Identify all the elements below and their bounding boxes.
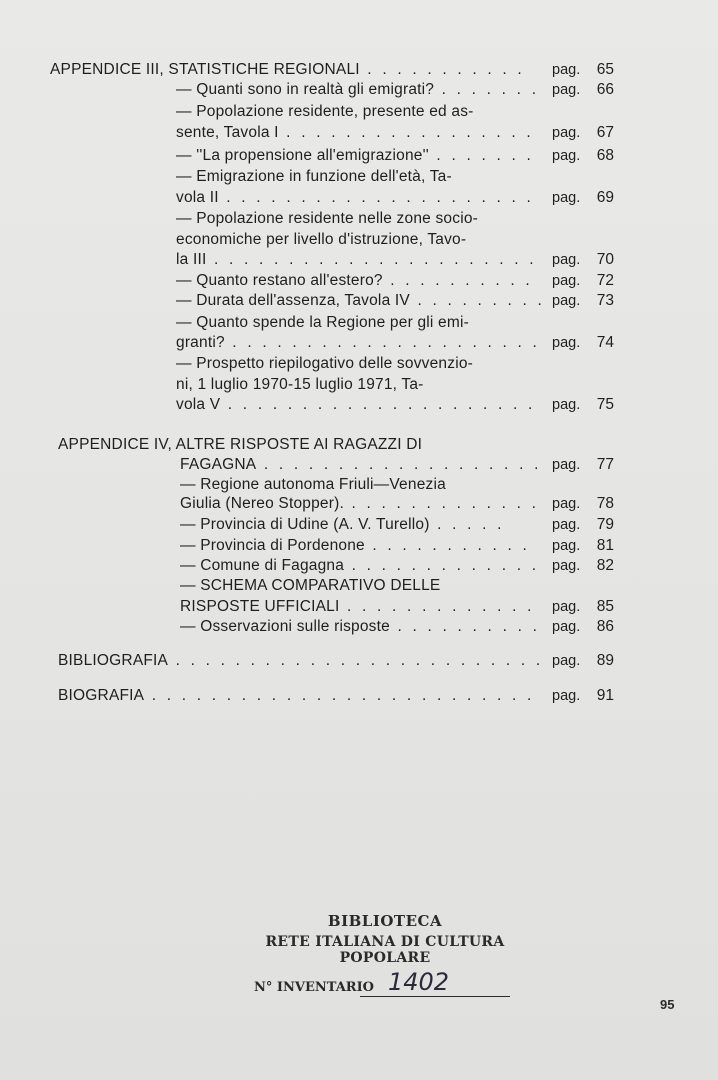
leader-dots: . . . . . . . . . . <box>382 272 533 289</box>
leader-dots: . . . . . . . . . . . . . . . . . . . . . . <box>206 251 537 268</box>
pag-label: pag. <box>552 653 581 669</box>
page-ref: 66 <box>596 81 614 98</box>
pag-label: pag. <box>552 190 581 206</box>
leader-dots: . . . . . . . . . . . . . . . . . . . <box>256 456 542 473</box>
toc-entry-text: Giulia (Nereo Stopper). <box>180 495 344 512</box>
toc-entry-text: sente, Tavola I <box>176 124 279 141</box>
toc-entry <box>176 146 534 166</box>
page-ref: 85 <box>596 598 614 615</box>
toc-entry <box>176 188 534 208</box>
toc-entry-text: — Quanto restano all'estero? <box>176 272 383 289</box>
leader-dots: . . . . . . . <box>434 81 540 98</box>
toc-entry <box>180 475 446 495</box>
toc-entry-text: — Comune di Fagagna <box>180 557 345 574</box>
toc-entry-text: — Quanto spende la Regione per gli emi- <box>176 314 469 331</box>
pag-label: pag. <box>552 538 581 554</box>
pag-label: pag. <box>552 496 581 512</box>
leader-dots: . . . . . . . . . . . . . <box>339 598 535 615</box>
toc-entry-text: ni, 1 luglio 1970-15 luglio 1971, Ta- <box>176 376 424 393</box>
toc-entry <box>58 651 543 671</box>
toc-entry-text: — ''La propensione all'emigrazione'' <box>176 147 429 164</box>
toc-entry <box>176 354 473 374</box>
leader-dots: . . . . . . . . . . . . . . . . . . . . . . . . . . <box>144 687 535 704</box>
toc-entry-text: — Emigrazione in funzione dell'età, Ta- <box>176 168 452 185</box>
toc-entry-text: — Durata dell'assenza, Tavola IV <box>176 292 410 309</box>
toc-entry-text: — SCHEMA COMPARATIVO DELLE <box>180 577 441 594</box>
inventory-underline <box>360 996 510 997</box>
toc-entry <box>58 435 422 455</box>
toc-entry-text: vola II <box>176 189 219 206</box>
toc-entry <box>58 686 535 706</box>
pag-label: pag. <box>552 558 581 574</box>
leader-dots: . . . . . . . . . . . <box>364 537 531 554</box>
toc-entry <box>180 597 535 617</box>
stamp-inventory <box>240 968 530 996</box>
toc-entry <box>176 230 466 250</box>
toc-entry <box>176 271 533 291</box>
toc-entry-text: APPENDICE IV, ALTRE RISPOSTE AI RAGAZZI DI <box>58 436 423 453</box>
page-ref: 82 <box>596 557 614 574</box>
toc-entry <box>176 395 536 415</box>
toc-entry <box>180 536 530 556</box>
stamp-title: BIBLIOTECA <box>327 912 443 930</box>
toc-entry <box>50 60 525 80</box>
toc-entry <box>176 291 545 311</box>
leader-dots: . . . . . . . . . . . . . . . . . . . . . . . . . <box>168 652 544 669</box>
page-ref: 73 <box>596 292 614 309</box>
toc-entry-text: economiche per livello d'istruzione, Tavo- <box>176 231 467 248</box>
toc-entry <box>176 313 469 333</box>
page-ref: 70 <box>596 251 614 268</box>
page-number: 95 <box>660 997 675 1012</box>
page-ref: 86 <box>596 618 614 635</box>
toc-entry-text: — Osservazioni sulle risposte <box>180 618 390 635</box>
leader-dots: . . . . . . . . . . . . . <box>344 557 540 574</box>
toc-entry <box>180 617 540 637</box>
pag-label: pag. <box>552 619 581 635</box>
pag-label: pag. <box>552 517 581 533</box>
pag-label: pag. <box>552 293 581 309</box>
toc-entry <box>176 102 474 122</box>
toc-entry <box>176 80 539 100</box>
toc-entry-text: APPENDICE III, STATISTICHE REGIONALI <box>50 61 360 78</box>
page-ref: 65 <box>596 61 614 78</box>
library-stamp <box>240 912 530 995</box>
toc-entry <box>180 515 505 535</box>
page-ref: 74 <box>596 334 614 351</box>
page-ref: 75 <box>596 396 614 413</box>
stamp-subtitle: RETE ITALIANA DI CULTURA POPOLARE <box>265 934 505 966</box>
page-ref: 78 <box>596 495 614 512</box>
toc-entry <box>180 576 440 596</box>
leader-dots: . . . . . . . . . . . . . . . . . <box>278 124 534 141</box>
toc-entry-text: — Popolazione residente, presente ed as- <box>176 103 474 120</box>
toc-entry <box>176 167 452 187</box>
leader-dots: . . . . . . . . . . . <box>359 61 525 78</box>
toc-entry <box>176 333 540 353</box>
pag-label: pag. <box>552 335 581 351</box>
toc-entry-text: — Regione autonoma Friuli—Venezia <box>180 476 446 493</box>
pag-label: pag. <box>552 148 581 164</box>
page-ref: 69 <box>596 189 614 206</box>
toc-entry-text: la III <box>176 251 207 268</box>
toc-entry-text: FAGAGNA <box>180 456 257 473</box>
toc-entry <box>176 250 537 270</box>
toc-entry <box>180 455 542 475</box>
toc-entry-text: BIBLIOGRAFIA <box>58 652 169 669</box>
toc-entry-text: — Prospetto riepilogativo delle sovvenzio- <box>176 355 474 372</box>
pag-label: pag. <box>552 125 581 141</box>
toc-entry <box>176 123 534 143</box>
page-ref: 79 <box>596 516 614 533</box>
page-ref: 67 <box>596 124 614 141</box>
leader-dots: . . . . . . . . . . <box>389 618 541 635</box>
pag-label: pag. <box>552 252 581 268</box>
toc-entry <box>180 494 539 514</box>
pag-label: pag. <box>552 82 581 98</box>
toc-entry-text: vola V <box>176 396 221 413</box>
pag-label: pag. <box>552 273 581 289</box>
leader-dots: . . . . . <box>429 516 505 533</box>
pag-label: pag. <box>552 599 581 615</box>
leader-dots: . . . . . . . . . . . . . . . . . . . . . <box>224 334 541 351</box>
toc-entry-text: BIOGRAFIA <box>58 687 145 704</box>
toc-entry <box>176 375 424 395</box>
page-ref: 81 <box>596 537 614 554</box>
inventory-label: N° INVENTARIO <box>254 980 375 995</box>
toc-entry <box>176 209 478 229</box>
leader-dots: . . . . . . . . . . . . . . . . . . . . . <box>220 396 536 413</box>
pag-label: pag. <box>552 397 581 413</box>
pag-label: pag. <box>552 457 581 473</box>
toc-entry-text: — Provincia di Pordenone <box>180 537 365 554</box>
page-ref: 89 <box>596 652 614 669</box>
leader-dots: . . . . . . . . . . . . . <box>343 495 540 512</box>
toc-entry <box>180 556 539 576</box>
pag-label: pag. <box>552 688 581 704</box>
leader-dots: . . . . . . . . . . . . . . . . . . . . . <box>218 189 535 206</box>
page-ref: 91 <box>596 687 614 704</box>
toc-entry-text: — Popolazione residente nelle zone socio- <box>176 210 479 227</box>
page-ref: 72 <box>596 272 614 289</box>
page-ref: 77 <box>596 456 614 473</box>
toc-entry-text: — Quanti sono in realtà gli emigrati? <box>176 81 435 98</box>
leader-dots: . . . . . . . . . <box>409 292 546 309</box>
toc-entry-text: RISPOSTE UFFICIALI <box>180 598 340 615</box>
page-ref: 68 <box>596 147 614 164</box>
toc-entry-text: — Provincia di Udine (A. V. Turello) <box>180 516 430 533</box>
leader-dots: . . . . . . . <box>428 147 535 164</box>
inventory-number: 1402 <box>388 968 450 996</box>
toc-entry-text: granti? <box>176 334 225 351</box>
pag-label: pag. <box>552 62 581 78</box>
